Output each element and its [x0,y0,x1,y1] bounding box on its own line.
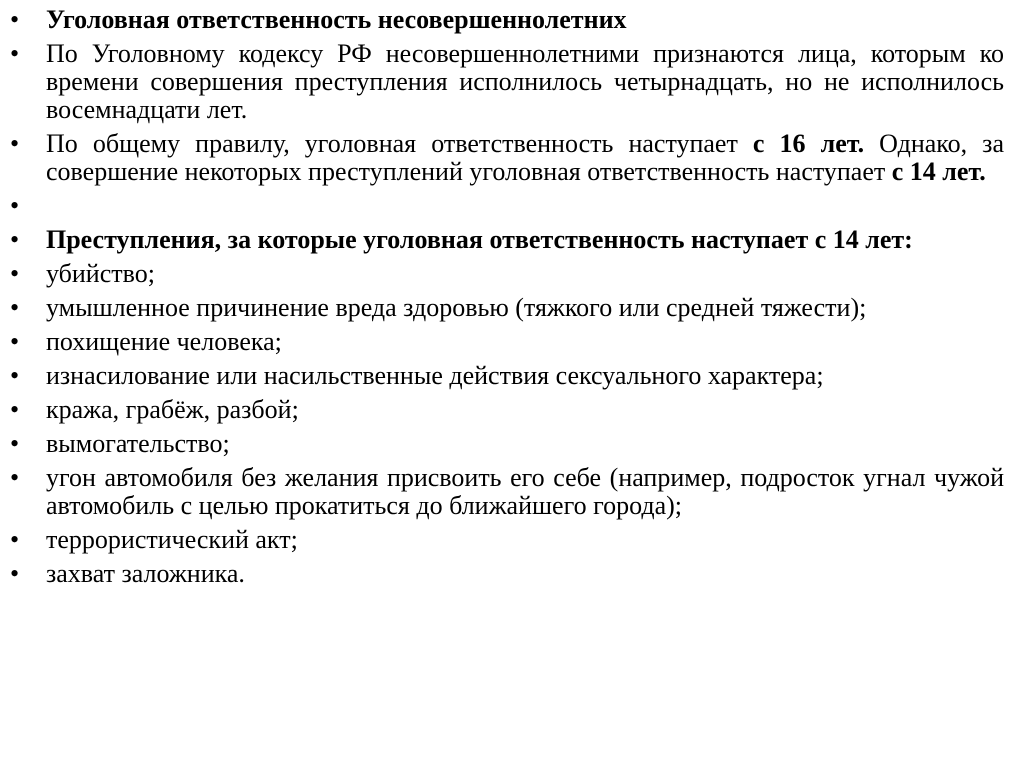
bullet-marker: • [10,129,20,158]
text: умышленное причинение вреда здоровью (тяжкого или средней тяжести); [46,293,867,322]
text: кража, грабёж, разбой; [46,395,299,424]
list-item [10,362,1004,390]
text: вымогательство; [46,429,230,458]
bullet-marker: • [10,559,20,588]
text: По общему правилу, уголовная ответственность наступает [46,129,753,158]
list-item [10,192,1004,220]
bullet-marker: • [10,293,20,322]
bullet-marker: • [10,191,20,220]
text: захват заложника. [46,559,245,588]
list-item [10,226,1004,254]
bullet-marker: • [10,463,20,492]
bold-text: Уголовная ответственность несовершеннолетних [46,5,627,34]
text: угон автомобиля без желания присвоить его себе (например, подросток угнал чужой автомобиль с целью прокатиться до ближайшего города); [46,463,1004,520]
list-item [10,294,1004,322]
bullet-marker: • [10,39,20,68]
list-item [10,328,1004,356]
bullet-marker: • [10,429,20,458]
text: похищение человека; [46,327,282,356]
bullet-marker: • [10,225,20,254]
list-item [10,260,1004,288]
list-item [10,464,1004,520]
list-item [10,560,1004,588]
bold-text: с 14 лет. [891,157,986,186]
bullet-marker: • [10,525,20,554]
bullet-marker: • [10,5,20,34]
bold-text: с 16 лет. [752,129,865,158]
text: террористический акт; [46,525,298,554]
list-item [10,526,1004,554]
text: изнасилование или насильственные действия сексуального характера; [46,361,824,390]
bullet-marker: • [10,327,20,356]
bullet-list [10,6,1004,588]
list-item [10,40,1004,124]
list-item [10,396,1004,424]
bold-text: Преступления, за которые уголовная ответственность наступает с 14 лет: [46,225,913,254]
bullet-marker: • [10,395,20,424]
list-item [10,130,1004,186]
text: Однако, за совершение некоторых преступлений уголовная ответственность наступает [46,129,1004,186]
text: По Уголовному кодексу РФ несовершеннолетними признаются лица, которым ко времени совершения преступления исполнилось четырнадцать, но не исполнилось восемнадцати лет. [46,39,1004,124]
bullet-marker: • [10,361,20,390]
list-item [10,430,1004,458]
bullet-marker: • [10,259,20,288]
text: убийство; [46,259,155,288]
list-item [10,6,1004,34]
